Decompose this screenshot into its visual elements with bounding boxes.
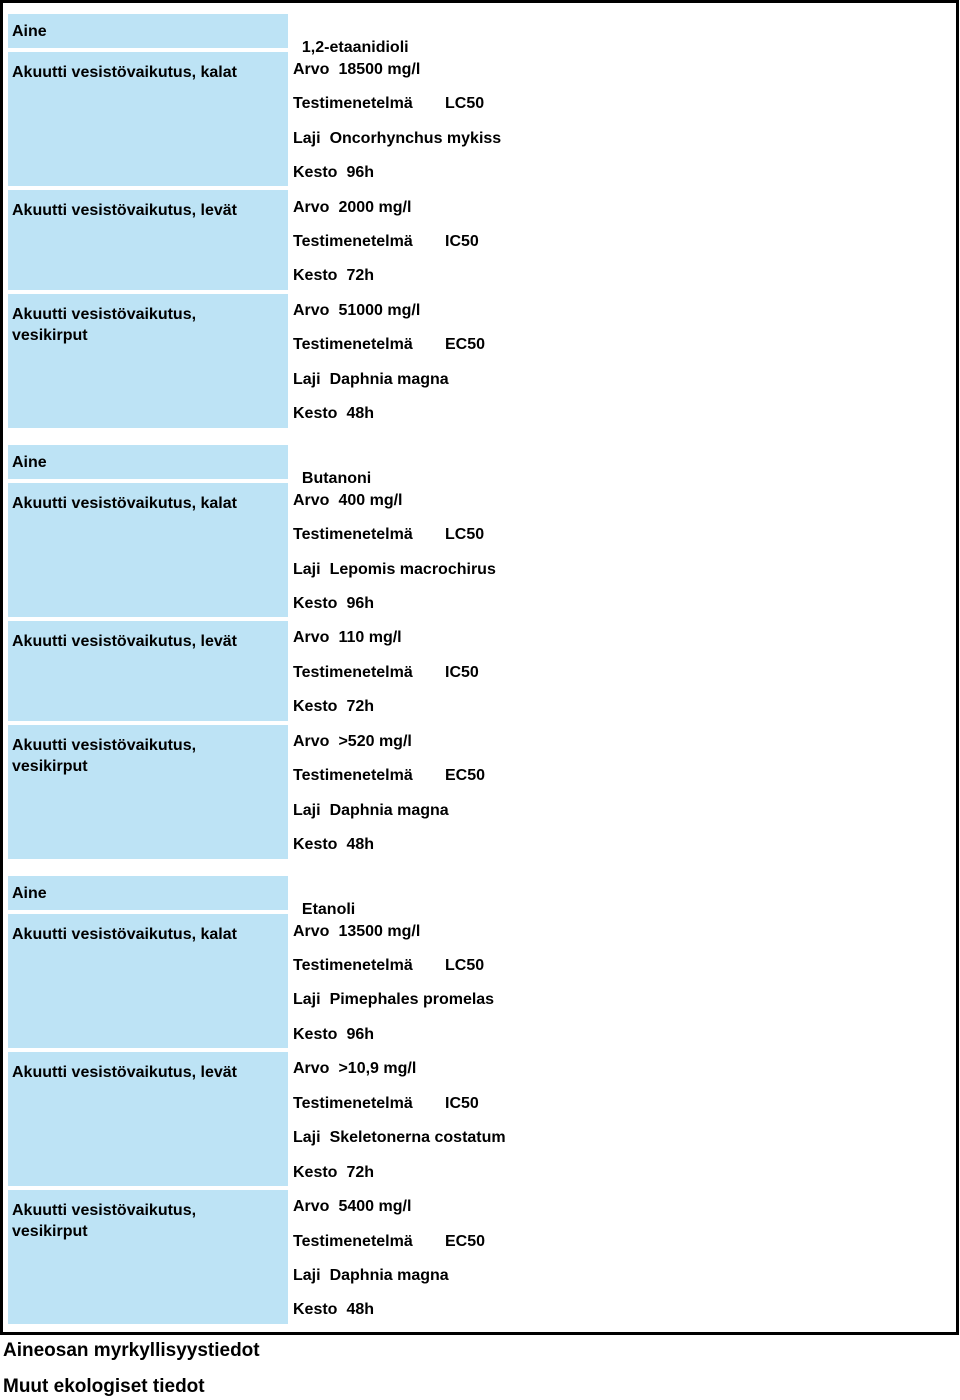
row-kesto: Kesto 96h: [293, 164, 375, 181]
substance-name: Butanoni: [301, 470, 372, 487]
row-kesto: Kesto 96h: [293, 1026, 375, 1043]
substance-name: 1,2-etaanidioli: [301, 39, 409, 56]
section-label: Akuutti vesistövaikutus, levät: [8, 190, 288, 290]
section-label: Akuutti vesistövaikutus, kalat: [8, 52, 288, 186]
section-label: Akuutti vesistövaikutus, levät: [8, 1052, 288, 1186]
row-testimenetelma: Testimenetelmä EC50: [293, 336, 486, 353]
row-kesto: Kesto 48h: [293, 836, 375, 853]
row-arvo: Arvo 2000 mg/l: [293, 199, 412, 216]
row-testimenetelma: Testimenetelmä LC50: [293, 95, 485, 112]
row-kesto: Kesto 96h: [293, 595, 375, 612]
substance-label: Aine: [8, 445, 288, 479]
row-kesto: Kesto 48h: [293, 405, 375, 422]
section-label: Akuutti vesistövaikutus, levät: [8, 621, 288, 721]
section-label: Akuutti vesistövaikutus, vesikirput: [8, 725, 288, 859]
row-arvo: Arvo 5400 mg/l: [293, 1198, 412, 1215]
row-arvo: Arvo 51000 mg/l: [293, 302, 421, 319]
row-laji: Laji Oncorhynchus mykiss: [293, 130, 502, 147]
section-heading-ecology: Muut ekologiset tiedot: [3, 1376, 205, 1397]
row-laji: Laji Lepomis macrochirus: [293, 561, 496, 578]
substance-label: Aine: [8, 14, 288, 48]
section-label: Akuutti vesistövaikutus, kalat: [8, 914, 288, 1048]
row-arvo: Arvo 110 mg/l: [293, 629, 402, 646]
row-arvo: Arvo 18500 mg/l: [293, 61, 421, 78]
row-arvo: Arvo >10,9 mg/l: [293, 1060, 417, 1077]
row-testimenetelma: Testimenetelmä LC50: [293, 957, 485, 974]
row-laji: Laji Daphnia magna: [293, 802, 449, 819]
row-kesto: Kesto 72h: [293, 698, 375, 715]
row-testimenetelma: Testimenetelmä IC50: [293, 1095, 479, 1112]
section-label: Akuutti vesistövaikutus, vesikirput: [8, 1190, 288, 1324]
row-arvo: Arvo >520 mg/l: [293, 733, 412, 750]
substance-name: Etanoli: [301, 901, 356, 918]
row-laji: Laji Daphnia magna: [293, 371, 449, 388]
row-laji: Laji Pimephales promelas: [293, 991, 495, 1008]
substance-label: Aine: [8, 876, 288, 910]
section-heading-toxicity: Aineosan myrkyllisyystiedot: [3, 1340, 260, 1361]
row-kesto: Kesto 48h: [293, 1301, 375, 1318]
row-testimenetelma: Testimenetelmä IC50: [293, 664, 479, 681]
row-testimenetelma: Testimenetelmä EC50: [293, 1233, 486, 1250]
row-arvo: Arvo 13500 mg/l: [293, 923, 421, 940]
row-kesto: Kesto 72h: [293, 1164, 375, 1181]
row-laji: Laji Skeletonerna costatum: [293, 1129, 506, 1146]
row-testimenetelma: Testimenetelmä IC50: [293, 233, 479, 250]
row-kesto: Kesto 72h: [293, 267, 375, 284]
row-arvo: Arvo 400 mg/l: [293, 492, 403, 509]
section-label: Akuutti vesistövaikutus, vesikirput: [8, 294, 288, 428]
row-laji: Laji Daphnia magna: [293, 1267, 449, 1284]
row-testimenetelma: Testimenetelmä LC50: [293, 526, 485, 543]
row-testimenetelma: Testimenetelmä EC50: [293, 767, 486, 784]
section-label: Akuutti vesistövaikutus, kalat: [8, 483, 288, 617]
